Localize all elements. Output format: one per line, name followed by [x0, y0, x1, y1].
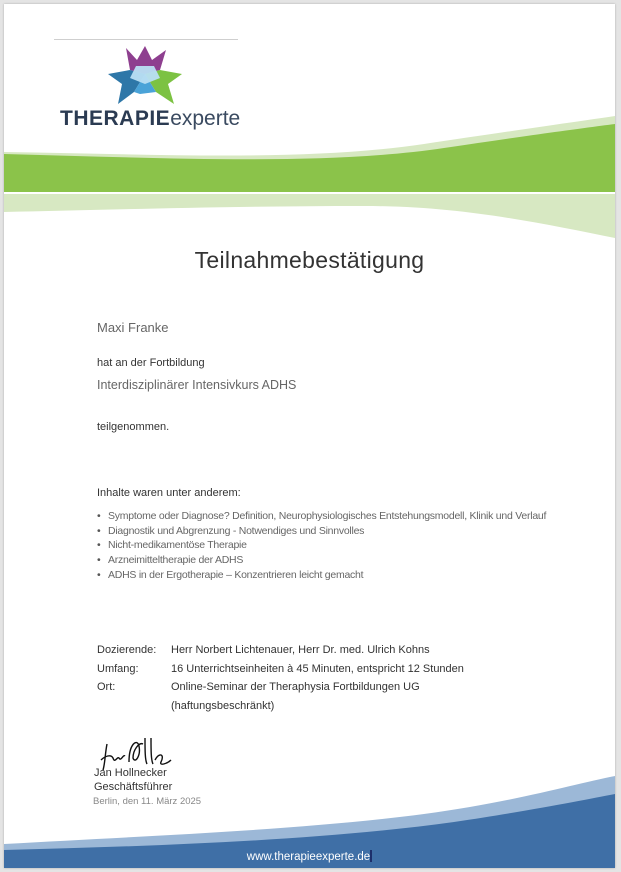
list-item-label: ADHS in der Ergotherapie – Konzentrieren leicht gemacht	[108, 568, 364, 581]
bullet-icon: •	[97, 539, 101, 552]
brand-name-bold: THERAPIE	[60, 107, 171, 130]
detail-row-lecturers	[97, 641, 464, 660]
lecturers-value: Herr Norbert Lichtenauer, Herr Dr. med. Ulrich Kohns	[171, 644, 430, 656]
bullet-icon: •	[97, 510, 101, 522]
bullet-icon: •	[97, 524, 101, 537]
certificate-page	[4, 4, 615, 868]
contents-list	[97, 509, 546, 582]
intro-text: hat an der Fortbildung	[97, 357, 205, 369]
brand-name-light: experte	[170, 107, 241, 130]
bullet-icon: •	[97, 568, 101, 581]
footer-url-text[interactable]: www.therapieexperte.de	[246, 851, 371, 863]
list-item	[97, 524, 546, 539]
list-item-label: Arzneimitteltherapie der ADHS	[108, 554, 244, 567]
course-name: Interdisziplinärer Intensivkurs ADHS	[97, 378, 297, 392]
scope-value: 16 Unterrichtseinheiten à 45 Minuten, entspricht 12 Stunden	[171, 662, 464, 675]
footer-url[interactable]	[4, 850, 615, 863]
certificate-title: Teilnahmebestätigung	[194, 247, 425, 273]
location-value: Online-Seminar der Theraphysia Fortbildungen UG	[171, 681, 420, 693]
lecturers-label: Dozierende:	[97, 644, 157, 656]
header-rule	[54, 39, 238, 40]
signer-role: Geschäftsführer	[94, 781, 173, 793]
signer-name: Jan Hollnecker	[94, 767, 167, 779]
detail-row-location-cont	[97, 697, 464, 716]
scope-label: Umfang:	[97, 662, 139, 675]
detail-row-scope	[97, 660, 464, 679]
participant-name: Maxi Franke	[97, 320, 169, 335]
bullet-icon: •	[97, 554, 101, 567]
detail-row-location	[97, 678, 464, 697]
course-details	[97, 641, 464, 715]
list-item	[97, 553, 546, 568]
list-item	[97, 509, 546, 524]
place-date: Berlin, den 11. März 2025	[93, 796, 202, 807]
logo-star-icon	[104, 44, 186, 110]
list-item	[97, 538, 546, 553]
location-label: Ort:	[97, 681, 116, 693]
outro-text: teilgenommen.	[97, 421, 170, 433]
list-item-label: Symptome oder Diagnose? Definition, Neurophysiologisches Entstehungsmodell, Klinik und Verlauf	[108, 510, 547, 522]
text-cursor-icon	[370, 850, 372, 862]
contents-heading: Inhalte waren unter anderem:	[97, 487, 241, 499]
location-value-cont: (haftungsbeschränkt)	[171, 699, 275, 712]
list-item	[97, 568, 546, 583]
list-item-label: Diagnostik und Abgrenzung - Notwendiges und Sinnvolles	[108, 524, 365, 537]
list-item-label: Nicht-medikamentöse Therapie	[108, 539, 247, 552]
header-wave	[4, 114, 615, 244]
